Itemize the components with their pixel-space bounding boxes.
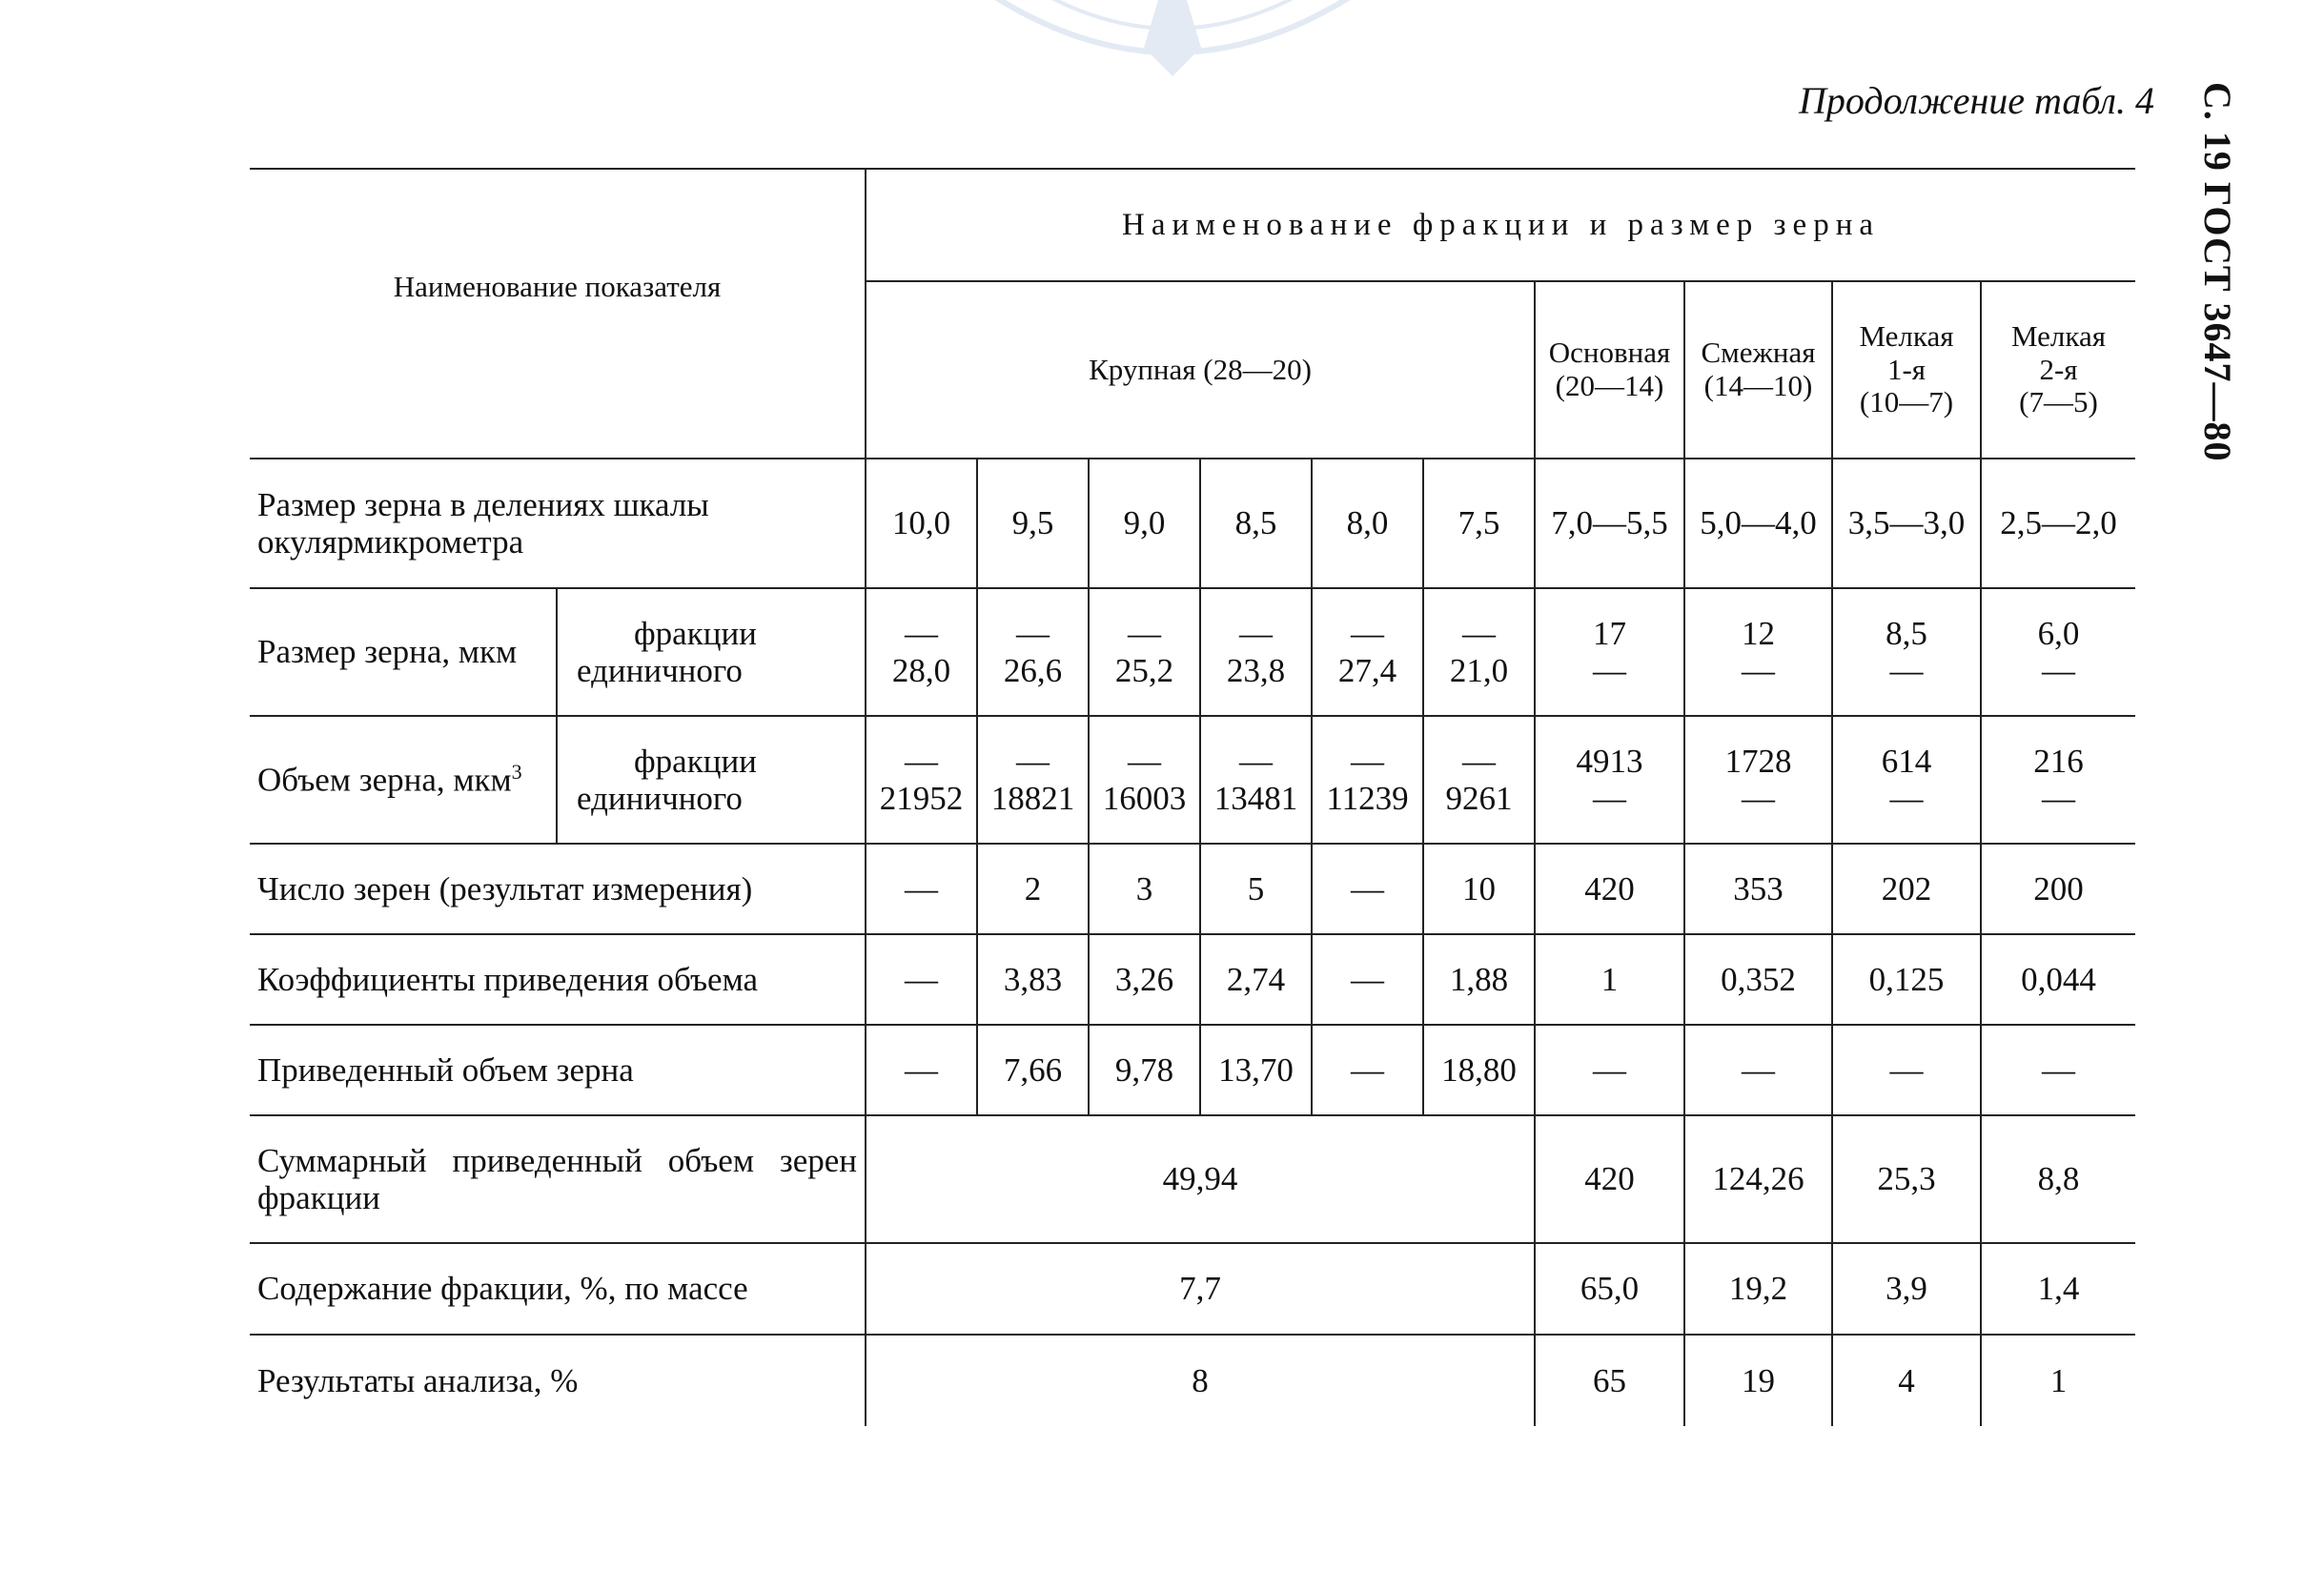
table-cell: — bbox=[1535, 1025, 1684, 1115]
row-label: Приведенный объем зерна bbox=[250, 1025, 866, 1115]
table-cell: 8,8 bbox=[1981, 1115, 2135, 1243]
table-cell: 202 bbox=[1832, 844, 1981, 934]
table-cell: 420 bbox=[1535, 844, 1684, 934]
table-cell: — 28,0 bbox=[866, 588, 977, 716]
table-cell: 10 bbox=[1423, 844, 1535, 934]
table-cell: — 21952 bbox=[866, 716, 977, 844]
row-label: Размер зерна в делениях шкалы окулярмикрометра bbox=[250, 459, 866, 588]
table-cell: 3,83 bbox=[977, 934, 1089, 1025]
table-cell: 7,66 bbox=[977, 1025, 1089, 1115]
row-sublabel: фракции единичного bbox=[557, 588, 866, 716]
table-cell: 3,9 bbox=[1832, 1243, 1981, 1335]
table-cell: — bbox=[1312, 844, 1423, 934]
table-cell: — 11239 bbox=[1312, 716, 1423, 844]
table-cell: 124,26 bbox=[1684, 1115, 1832, 1243]
table-cell: 8,0 bbox=[1312, 459, 1423, 588]
table-cell: 9,0 bbox=[1089, 459, 1200, 588]
table-cell: 353 bbox=[1684, 844, 1832, 934]
table-row-count bbox=[250, 844, 2135, 934]
table-cell: — 26,6 bbox=[977, 588, 1089, 716]
fraction-group-header: Наименование фракции и размер зерна bbox=[866, 169, 2135, 281]
table-cell: — bbox=[1981, 1025, 2135, 1115]
table-row-size bbox=[250, 588, 2135, 716]
table-cell: — 16003 bbox=[1089, 716, 1200, 844]
table-cell: — bbox=[866, 1025, 977, 1115]
table-cell: — bbox=[1312, 1025, 1423, 1115]
table-cell: 12 — bbox=[1684, 588, 1832, 716]
table-row-result bbox=[250, 1335, 2135, 1426]
row-label: Суммарный приведенный объем зерен фракции bbox=[250, 1115, 866, 1243]
table-cell: 2,74 bbox=[1200, 934, 1312, 1025]
table-cell: 9,78 bbox=[1089, 1025, 1200, 1115]
table-cell: 8 bbox=[866, 1335, 1535, 1426]
table-cell: — 13481 bbox=[1200, 716, 1312, 844]
table-cell: 2 bbox=[977, 844, 1089, 934]
table-row-sum bbox=[250, 1115, 2135, 1243]
table-cell: 5 bbox=[1200, 844, 1312, 934]
table-cell: 1 bbox=[1535, 934, 1684, 1025]
table-row-coefficients bbox=[250, 934, 2135, 1025]
indicator-header: Наименование показателя bbox=[250, 169, 866, 459]
table-cell: 4913 — bbox=[1535, 716, 1684, 844]
table-cell: 25,3 bbox=[1832, 1115, 1981, 1243]
table-cell: — 27,4 bbox=[1312, 588, 1423, 716]
table-cell: 8,5 — bbox=[1832, 588, 1981, 716]
row-label: Коэффициенты приведения объема bbox=[250, 934, 866, 1025]
adjacent-fraction-header: Смежная (14—10) bbox=[1684, 281, 1832, 459]
table-cell: 18,80 bbox=[1423, 1025, 1535, 1115]
table-row-volume bbox=[250, 716, 2135, 844]
table-cell: 19 bbox=[1684, 1335, 1832, 1426]
table-cell: — bbox=[1832, 1025, 1981, 1115]
table-cell: 65,0 bbox=[1535, 1243, 1684, 1335]
row-label: Объем зерна, мкм$^3$ bbox=[250, 716, 557, 844]
table-cell: — bbox=[866, 934, 977, 1025]
table-cell: 4 bbox=[1832, 1335, 1981, 1426]
row-label: Содержание фракции, %, по массе bbox=[250, 1243, 866, 1335]
table-cell: 3 bbox=[1089, 844, 1200, 934]
table-row-scale bbox=[250, 459, 2135, 588]
fine1-fraction-header: Мелкая 1-я (10—7) bbox=[1832, 281, 1981, 459]
emblem-watermark-icon bbox=[915, 0, 1430, 86]
table-row-content bbox=[250, 1243, 2135, 1335]
table-cell: 19,2 bbox=[1684, 1243, 1832, 1335]
table-row-reduced-volume bbox=[250, 1025, 2135, 1115]
table-cell: 216 — bbox=[1981, 716, 2135, 844]
table-cell: 0,352 bbox=[1684, 934, 1832, 1025]
table-cell: — 18821 bbox=[977, 716, 1089, 844]
table-cell: 7,0—5,5 bbox=[1535, 459, 1684, 588]
coarse-fraction-header: Крупная (28—20) bbox=[866, 281, 1535, 459]
row-sublabel: фракции единичного bbox=[557, 716, 866, 844]
grain-analysis-table bbox=[250, 168, 2135, 1426]
table-cell: 420 bbox=[1535, 1115, 1684, 1243]
fine2-fraction-header: Мелкая 2-я (7—5) bbox=[1981, 281, 2135, 459]
table-cell: 8,5 bbox=[1200, 459, 1312, 588]
table-cell: — bbox=[1312, 934, 1423, 1025]
row-label: Число зерен (результат измерения) bbox=[250, 844, 866, 934]
table-cell: 1,88 bbox=[1423, 934, 1535, 1025]
table-cell: — 23,8 bbox=[1200, 588, 1312, 716]
row-label: Размер зерна, мкм bbox=[250, 588, 557, 716]
table-cell: — 25,2 bbox=[1089, 588, 1200, 716]
table-cell: 5,0—4,0 bbox=[1684, 459, 1832, 588]
standard-page-header: С. 19 ГОСТ 3647—80 bbox=[2196, 82, 2239, 462]
table-cell: 1728 — bbox=[1684, 716, 1832, 844]
main-fraction-header: Основная (20—14) bbox=[1535, 281, 1684, 459]
table-cell: — bbox=[1684, 1025, 1832, 1115]
table-cell: 1 bbox=[1981, 1335, 2135, 1426]
table-cell: 6,0 — bbox=[1981, 588, 2135, 716]
table-cell: 7,5 bbox=[1423, 459, 1535, 588]
table-cell: 0,044 bbox=[1981, 934, 2135, 1025]
header-row-1 bbox=[250, 169, 2135, 281]
table-cell: 7,7 bbox=[866, 1243, 1535, 1335]
table-cell: 200 bbox=[1981, 844, 2135, 934]
table-cell: — 21,0 bbox=[1423, 588, 1535, 716]
table-cell: 10,0 bbox=[866, 459, 977, 588]
table-cell: 17 — bbox=[1535, 588, 1684, 716]
table-cell: 9,5 bbox=[977, 459, 1089, 588]
table-cell: 13,70 bbox=[1200, 1025, 1312, 1115]
table-cell: 1,4 bbox=[1981, 1243, 2135, 1335]
table-cell: 3,26 bbox=[1089, 934, 1200, 1025]
table-cell: 49,94 bbox=[866, 1115, 1535, 1243]
table-cell: — 9261 bbox=[1423, 716, 1535, 844]
table-cell: 2,5—2,0 bbox=[1981, 459, 2135, 588]
table-continuation-caption: Продолжение табл. 4 bbox=[1798, 79, 2154, 122]
table-cell: — bbox=[866, 844, 977, 934]
table-cell: 0,125 bbox=[1832, 934, 1981, 1025]
table-cell: 3,5—3,0 bbox=[1832, 459, 1981, 588]
table-cell: 614 — bbox=[1832, 716, 1981, 844]
row-label: Результаты анализа, % bbox=[250, 1335, 866, 1426]
table-cell: 65 bbox=[1535, 1335, 1684, 1426]
